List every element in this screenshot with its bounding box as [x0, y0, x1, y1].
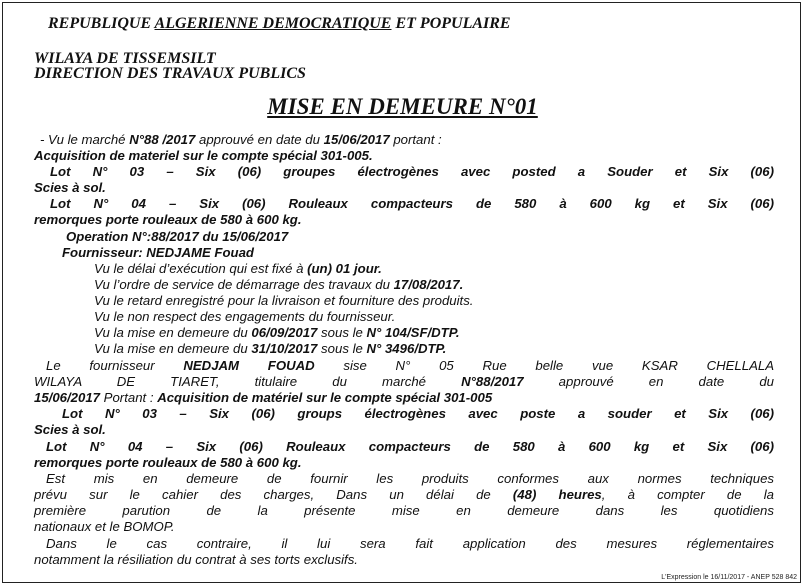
body-line: - Vu le marché N°88 /2017 approuvé en date du 15/06/2017 portant : — [40, 132, 442, 147]
body-line: Vu la mise en demeure du 06/09/2017 sous le N° 104/SF/DTP. — [94, 325, 460, 340]
body-line: Acquisition de materiel sur le compte spécial 301-005. — [34, 148, 373, 163]
body-line: Scies à sol. — [34, 422, 106, 437]
body-line: première parution de la présente mise en demeure dans les quotidiens — [34, 503, 774, 518]
body-line: Vu le non respect des engagements du fournisseur. — [94, 309, 396, 324]
body-line: Vu l’ordre de service de démarrage des travaux du 17/08/2017. — [94, 277, 464, 292]
body-line: nationaux et le BOMOP. — [34, 519, 175, 534]
body-line: remorques porte rouleaux de 580 à 600 kg. — [34, 455, 302, 470]
body-line: WILAYA DE TIARET, titulaire du marché N°88/2017 approuvé en date du — [34, 374, 775, 389]
body-line: remorques porte rouleaux de 580 à 600 kg. — [34, 212, 302, 227]
body-line: Vu le retard enregistré pour la livraison et fourniture des produits. — [94, 293, 474, 308]
body-line: Vu la mise en demeure du 31/10/2017 sous le N° 3496/DTP. — [94, 341, 447, 356]
body-line: Le fournisseur NEDJAM FOUAD sise N° 05 Rue belle vue KSAR CHELLALA — [46, 358, 775, 373]
body-line: Lot N° 04 – Six (06) Rouleaux compacteurs de 580 à 600 kg et Six (06) — [50, 196, 774, 211]
body-line: Dans le cas contraire, il lui sera fait application des mesures réglementaires — [46, 536, 774, 551]
republic-heading: REPUBLIQUE ALGERIENNE DEMOCRATIQUE ET POPULAIRE — [48, 15, 511, 32]
body-line: Lot N° 03 – Six (06) groupes électrogènes avec posted a Souder et Six (06) — [50, 164, 774, 179]
body-line: 15/06/2017 Portant : Acquisition de matériel sur le compte spécial 301-005 — [34, 390, 493, 405]
body-line: Vu le délai d’exécution qui est fixé à (un) 01 jour. — [94, 261, 382, 276]
body-line: notamment la résiliation du contrat à ses torts exclusifs. — [34, 552, 358, 567]
body-line: Lot N° 04 – Six (06) Rouleaux compacteurs de 580 à 600 kg et Six (06) — [46, 439, 774, 454]
body-line: prévu sur le cahier des charges, Dans un délai de (48) heures, à compter de la — [34, 487, 774, 502]
body-line: Lot N° 03 – Six (06) groups électrogènes avec poste a souder et Six (06) — [62, 406, 774, 421]
direction-heading: DIRECTION DES TRAVAUX PUBLICS — [34, 65, 306, 82]
body-line: Operation N°:88/2017 du 15/06/2017 — [66, 229, 289, 244]
page-title: MISE EN DEMEURE N°01 — [267, 94, 538, 119]
body-line: Fournisseur: NEDJAME Fouad — [62, 245, 254, 260]
wilaya-heading: WILAYA DE TISSEMSILT — [34, 50, 216, 67]
body-line: Est mis en demeure de fournir les produits conformes aux normes techniques — [46, 471, 774, 486]
body-line: Scies à sol. — [34, 180, 106, 195]
footer-credit: L'Expression le 16/11/2017 - ANEP 528 842 — [661, 574, 797, 581]
